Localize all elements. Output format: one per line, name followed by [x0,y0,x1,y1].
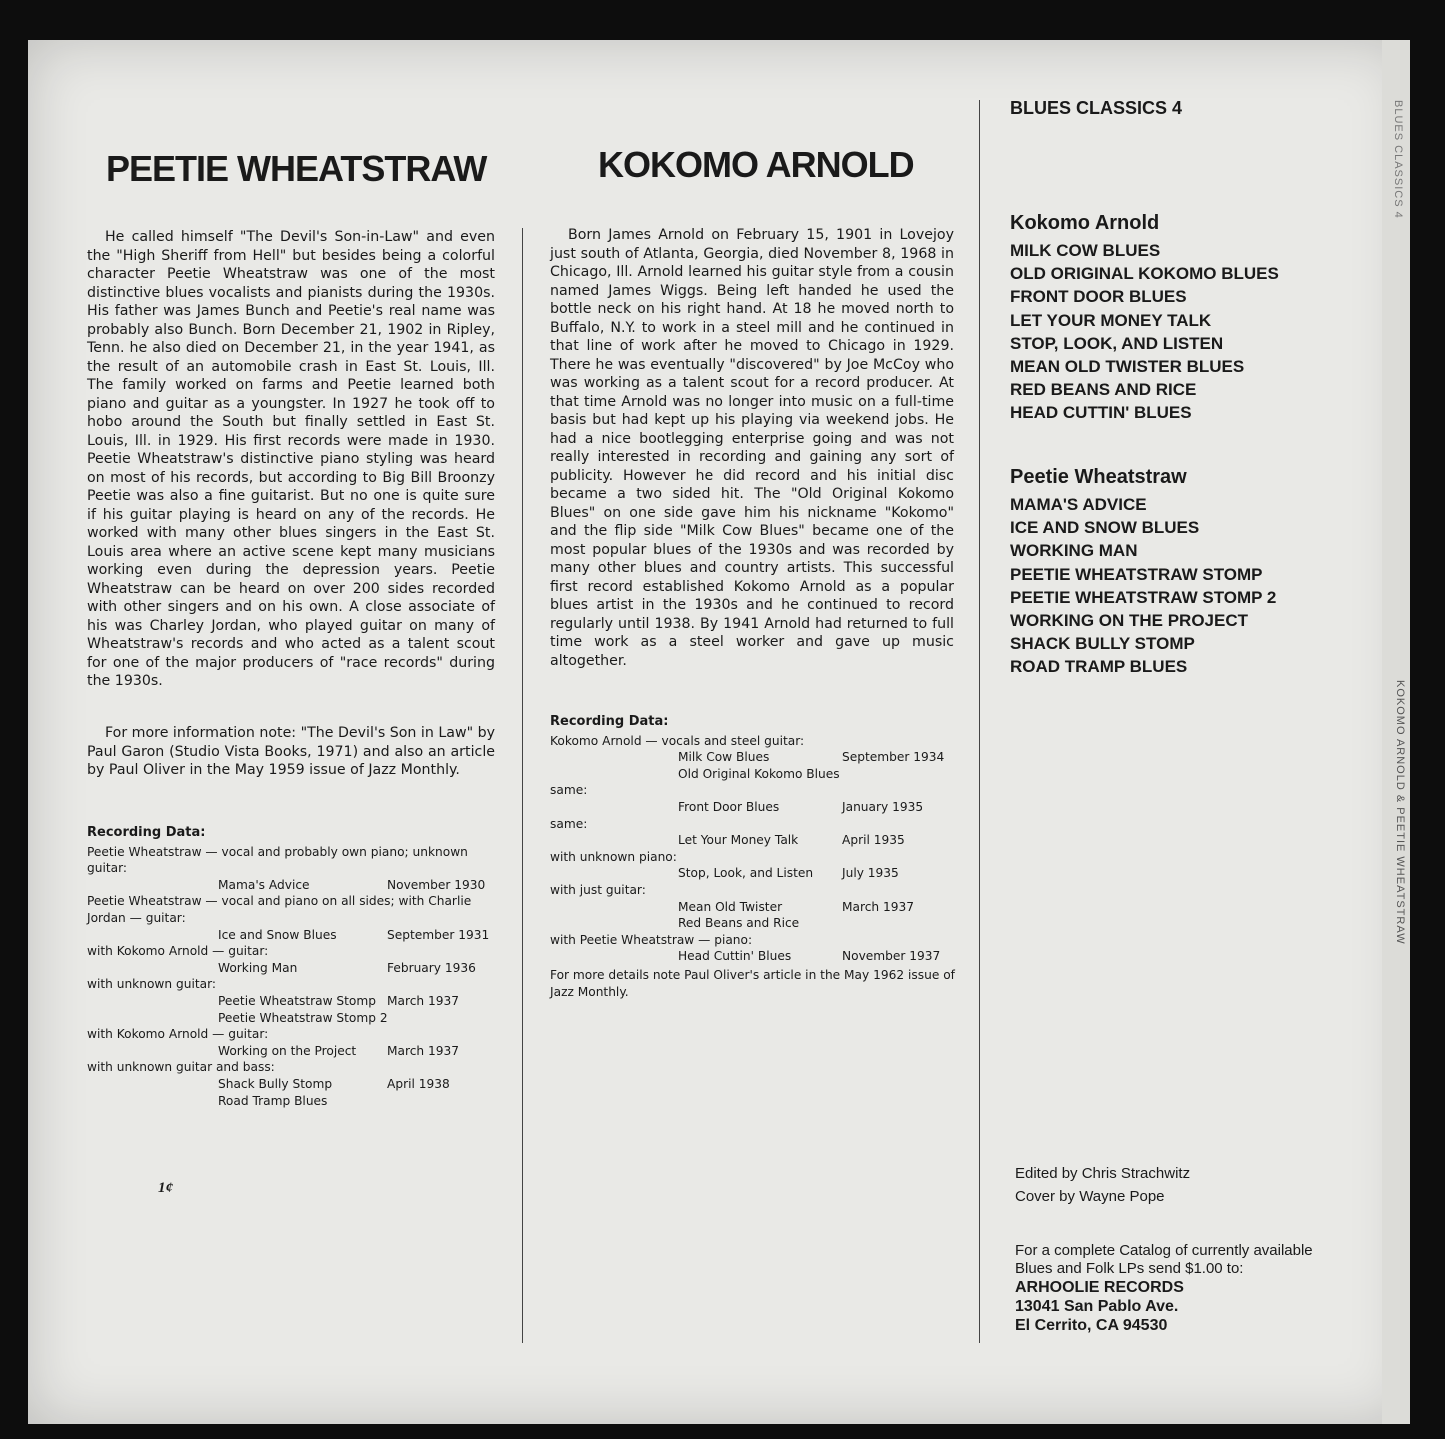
track-title: MAMA'S ADVICE [1010,495,1147,514]
kokomo-bio: Born James Arnold on February 15, 1901 in Lovejoy just south of Atlanta, Georgia, died November 8, 1968 in Chicago, Ill. Arnold learned his guitar style from a cousin named James Wiggs. Being left handed he used the bottle neck on his right hand. At 18 he moved north to Buffalo, N.Y. to work in a steel mill and he continued in that line of work after he moved to Chicago in 1929. There he was eventually "discovered" by Joe McCoy who was working as a talent scout for a record producer. At that time Arnold was no longer into music on a full-time basis but had kept up his playing via weekend jobs. He had a nice bootlegging enterprise going and was not really interested in recording and gaining any sort of publicity. However he did record and his initial disc became a two sided hit. The "Old Original Kokomo Blues" on one side gave him his nickname "Kokomo" and the flip side "Milk Cow Blues" became one of the most popular blues of the 1930s and was recorded by many other blues and country artists. This successful first record established Kokomo Arnold as a popular blues artist in the 1930s and he continued to record regularly until 1938. By 1941 Arnold had returned to full time work as a steel worker and gave up music altogether. [550,227,954,669]
recording-row [87,877,499,894]
recording-row [550,899,960,916]
recording-session-note: with unknown guitar: [87,977,216,992]
recording-session-note: with Peetie Wheatstraw — piano: [550,932,753,947]
recording-title: Old Original Kokomo Blues [678,766,840,781]
recording-row [87,1076,499,1093]
recording-row [87,1043,499,1060]
recording-session-note: same: [550,816,588,831]
catalog-text: For a complete Catalog of currently available Blues and Folk LPs send $1.00 to: [1015,1242,1313,1277]
recording-row [550,799,960,816]
recording-row [550,766,960,783]
recording-session-note: Peetie Wheatstraw — vocal and piano on all sides; with Charlie Jordan — guitar: [87,894,472,925]
tracklist-artist: Kokomo Arnold [1010,212,1160,234]
spine-title: KOKOMO ARNOLD & PEETIE WHEATSTRAW [1394,680,1406,945]
column-divider-left [522,228,523,1343]
recording-title: Front Door Blues [678,799,780,814]
recording-row [550,749,960,766]
recording-row [87,927,499,944]
track-title: MEAN OLD TWISTER BLUES [1010,357,1245,377]
recording-title: Working Man [218,960,298,975]
recording-data-heading: Recording Data: [87,825,206,840]
recording-date: September 1934 [842,750,945,765]
column-divider-right [979,100,980,1343]
recording-session-note: with unknown piano: [550,849,677,864]
track-title: ICE AND SNOW BLUES [1010,518,1200,538]
recording-title: Red Beans and Rice [678,916,800,931]
recording-date: February 1936 [387,960,476,975]
recording-date: April 1935 [842,833,905,848]
spine [1382,40,1410,1424]
recording-date: November 1930 [387,877,486,892]
recording-date: September 1931 [387,927,490,942]
track-title: OLD ORIGINAL KOKOMO BLUES [1010,264,1279,284]
recording-title: Mean Old Twister [678,899,783,914]
recording-date: April 1938 [387,1076,450,1091]
track-title: ROAD TRAMP BLUES [1010,657,1188,677]
peetie-bio: He called himself "The Devil's Son-in-Law" and even the "High Sheriff from Hell" but besides being a colorful character Peetie Wheatstraw was one of the most distinctive blues vocalists and pianists during the 1930s. His father was James Bunch and Peetie's real name was probably also Bunch. Born December 21, 1902 in Ripley, Tenn. he also died on December 21, in the year 1941, as the result of an automobile crash in East St. Louis, Ill. The family worked on farms and Peetie learned both piano and guitar as a youngster. In 1927 he took off to hobo around the South but finally settled in East St. Louis, Ill. in 1929. His first records were made in 1930. Peetie Wheatstraw's distinctive piano styling was heard on most of his records, but according to Big Bill Broonzy Peetie was also a fine guitarist. But no one is quite sure if his guitar playing is heard on any of the records. He worked with many other blues singers in the East St. Louis area where an active scene kept many musicians working even during the depression years. Peetie Wheatstraw can be heard on over 200 sides recorded with other singers and on his own. A close associate of his was Charley Jordan, who played guitar on many of Wheatstraw's records and who acted as a talent scout for one of the major producers of "race records" during the 1930s. [87,229,495,689]
recording-date: March 1937 [387,993,460,1008]
recording-title: Shack Bully Stomp [218,1076,333,1091]
peetie-tracklist [1010,466,1276,679]
recording-session-note: same: [550,783,588,798]
recording-title: Road Tramp Blues [218,1093,328,1108]
recording-row [87,993,499,1010]
recording-row [550,948,960,965]
recording-session-note: with unknown guitar and bass: [87,1060,275,1075]
track-title: LET YOUR MONEY TALK [1010,310,1212,330]
recording-title: Ice and Snow Blues [218,927,337,942]
recording-row [550,865,960,882]
recording-title: Peetie Wheatstraw Stomp [218,993,376,1008]
recording-session-note: Kokomo Arnold — vocals and steel guitar: [550,733,805,748]
track-title: RED BEANS AND RICE [1010,380,1197,400]
recording-session-note: with Kokomo Arnold — guitar: [87,1027,269,1042]
album-back-cover [28,40,1410,1424]
recording-title: Let Your Money Talk [678,833,799,848]
peetie-more-info: For more information note: "The Devil's Son in Law" by Paul Garon (Studio Vista Books, 1971) and also an article by Paul Oliver in the May 1959 issue of Jazz Monthly. [87,725,496,778]
address-line: El Cerrito, CA 94530 [1015,1317,1168,1334]
address-line: 13041 San Pablo Ave. [1015,1298,1179,1315]
recording-data-heading: Recording Data: [550,714,669,729]
cover-credit: Cover by Wayne Pope [1015,1188,1165,1205]
recording-date: July 1935 [842,866,899,881]
kokomo-tracklist [1010,212,1279,425]
recording-row [87,960,499,977]
recording-row [550,832,960,849]
recording-title: Head Cuttin' Blues [678,949,792,964]
address-line: ARHOOLIE RECORDS [1015,1279,1184,1296]
track-title: PEETIE WHEATSTRAW STOMP [1010,564,1263,584]
credits [1015,1162,1190,1208]
handwritten-mark: 1¢ [158,1180,173,1196]
track-title: WORKING ON THE PROJECT [1010,611,1249,631]
recording-session-note: with just guitar: [550,882,646,897]
recording-date: November 1937 [842,949,941,964]
recording-date: January 1935 [842,799,924,814]
recording-row [550,915,960,932]
recording-session-note: Peetie Wheatstraw — vocal and probably own piano; unknown guitar: [87,844,468,876]
catalog-offer [1015,1242,1335,1335]
recording-title: Milk Cow Blues [678,750,770,765]
peetie-recording-data [87,825,499,1109]
editor-credit: Edited by Chris Strachwitz [1015,1165,1191,1182]
spine-series-label: BLUES CLASSICS 4 [1392,100,1404,219]
recording-date: March 1937 [842,899,915,914]
track-title: STOP, LOOK, AND LISTEN [1010,333,1224,353]
peetie-headline: PEETIE WHEATSTRAW [106,148,487,189]
recording-footnote: For more details note Paul Oliver's article in the May 1962 issue of Jazz Monthly. [550,967,955,999]
kokomo-headline: KOKOMO ARNOLD [598,144,914,185]
recording-session-note: with Kokomo Arnold — guitar: [87,944,269,959]
track-title: MILK COW BLUES [1010,241,1161,260]
recording-title: Peetie Wheatstraw Stomp 2 [218,1010,388,1025]
recording-title: Working on the Project [218,1043,357,1058]
track-title: SHACK BULLY STOMP [1010,634,1195,654]
tracklist-artist: Peetie Wheatstraw [1010,466,1187,488]
recording-row [87,1010,499,1027]
track-title: FRONT DOOR BLUES [1010,287,1187,307]
recording-row [87,1093,499,1110]
kokomo-recording-data [550,714,960,1000]
track-title: WORKING MAN [1010,541,1138,561]
series-label: BLUES CLASSICS 4 [1010,98,1183,118]
recording-title: Stop, Look, and Listen [678,866,814,881]
track-title: PEETIE WHEATSTRAW STOMP 2 [1010,587,1277,607]
recording-date: March 1937 [387,1043,460,1058]
track-title: HEAD CUTTIN' BLUES [1010,403,1192,423]
recording-title: Mama's Advice [218,877,310,892]
